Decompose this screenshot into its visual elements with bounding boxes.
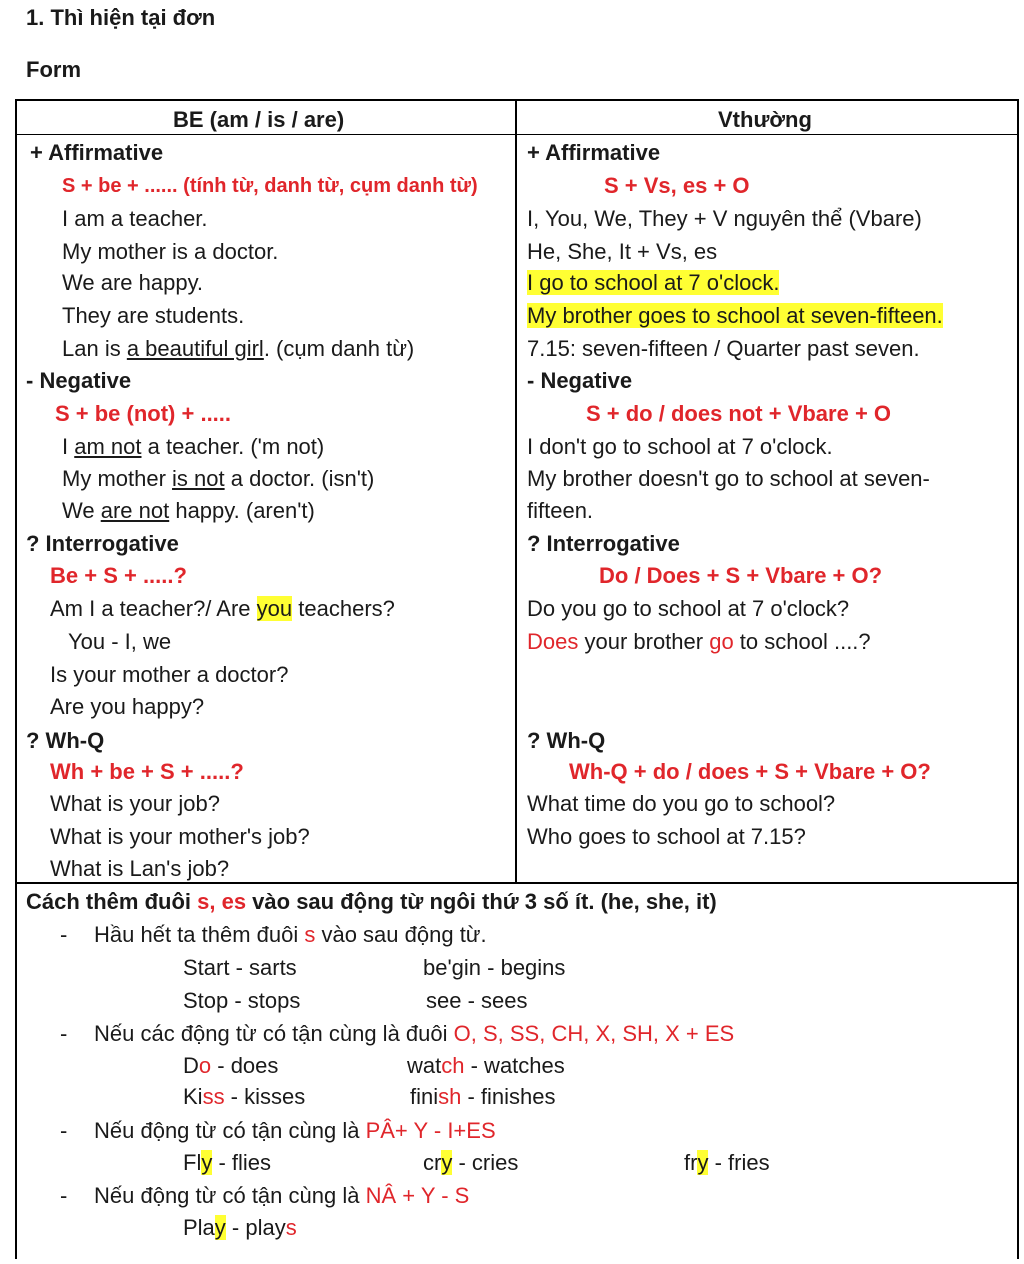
- be-aff-example: Lan is a beautiful girl. (cụm danh từ): [62, 336, 415, 361]
- be-affirmative-formula: S + be + ...... (tính từ, danh từ, cụm danh từ): [62, 175, 478, 197]
- be-negative-title: - Negative: [26, 368, 132, 393]
- be-whq-example: What is your job?: [50, 791, 220, 816]
- rule-1-example: see - sees: [426, 988, 528, 1013]
- be-affirmative-title: + Affirmative: [30, 140, 164, 165]
- rule-4-example: Play - plays: [183, 1215, 297, 1240]
- rule-1-text: Hầu hết ta thêm đuôi s vào sau động từ.: [94, 922, 487, 947]
- rule-2-example: Do - does: [183, 1053, 279, 1078]
- rule-2-example: watch - watches: [407, 1053, 565, 1078]
- be-interrogative-formula: Be + S + .....?: [50, 563, 187, 588]
- table-header-divider: [15, 134, 1019, 135]
- v-whq-example: Who goes to school at 7.15?: [527, 824, 806, 849]
- v-affirmative-title: + Affirmative: [527, 140, 661, 165]
- be-whq-formula: Wh + be + S + .....?: [50, 759, 244, 784]
- rule-bullet: -: [60, 1021, 68, 1046]
- form-label: Form: [26, 57, 81, 82]
- v-neg-example: fifteen.: [527, 498, 594, 523]
- table-border-top: [15, 99, 1019, 101]
- v-negative-title: - Negative: [527, 368, 633, 393]
- v-negative-formula: S + do / does not + Vbare + O: [586, 401, 892, 426]
- be-int-example: Are you happy?: [50, 694, 205, 719]
- be-neg-example: My mother is not a doctor. (isn't): [62, 466, 375, 491]
- be-aff-example: We are happy.: [62, 270, 204, 295]
- v-aff-rule: I, You, We, They + V nguyên thể (Vbare): [527, 206, 922, 231]
- be-aff-example: I am a teacher.: [62, 206, 208, 231]
- v-aff-rule: He, She, It + Vs, es: [527, 239, 718, 264]
- v-interrogative-title: ? Interrogative: [527, 531, 680, 556]
- rule-1-example: Start - sarts: [183, 955, 297, 980]
- table-border-right: [1017, 99, 1019, 1259]
- column-header-vthuong: Vthường: [718, 107, 812, 132]
- be-interrogative-title: ? Interrogative: [26, 531, 179, 556]
- be-whq-title: ? Wh-Q: [26, 728, 105, 753]
- rule-3-example: fry - fries: [684, 1150, 770, 1175]
- v-interrogative-formula: Do / Does + S + Vbare + O?: [599, 563, 883, 588]
- rule-bullet: -: [60, 1183, 68, 1208]
- be-aff-example: My mother is a doctor.: [62, 239, 279, 264]
- v-aff-example: I go to school at 7 o'clock.: [527, 270, 780, 295]
- rule-3-text: Nếu động từ có tận cùng là PÂ+ Y - I+ES: [94, 1118, 496, 1143]
- rule-1-example: Stop - stops: [183, 988, 301, 1013]
- page-title: 1. Thì hiện tại đơn: [26, 5, 216, 30]
- be-int-note: You - I, we: [68, 629, 172, 654]
- be-neg-example: I am not a teacher. ('m not): [62, 434, 325, 459]
- v-whq-title: ? Wh-Q: [527, 728, 606, 753]
- rule-3-example: cry - cries: [423, 1150, 519, 1175]
- rule-bullet: -: [60, 922, 68, 947]
- be-aff-example: They are students.: [62, 303, 245, 328]
- be-neg-example: We are not happy. (aren't): [62, 498, 315, 523]
- be-int-example: Am I a teacher?/ Are you teachers?: [50, 596, 395, 621]
- be-whq-example: What is Lan's job?: [50, 856, 230, 881]
- v-affirmative-formula: S + Vs, es + O: [604, 173, 750, 198]
- v-whq-formula: Wh-Q + do / does + S + Vbare + O?: [569, 759, 931, 784]
- table-border-left: [15, 99, 17, 1259]
- be-whq-example: What is your mother's job?: [50, 824, 310, 849]
- rule-4-text: Nếu động từ có tận cùng là NÂ + Y - S: [94, 1183, 470, 1208]
- rule-1-example: be'gin - begins: [423, 955, 566, 980]
- be-int-example: Is your mother a doctor?: [50, 662, 289, 687]
- v-int-example: Does your brother go to school ....?: [527, 629, 871, 654]
- column-header-be: BE (am / is / are): [173, 107, 345, 132]
- v-whq-example: What time do you go to school?: [527, 791, 836, 816]
- rule-3-example: Fly - flies: [183, 1150, 272, 1175]
- rule-2-example: Kiss - kisses: [183, 1084, 306, 1109]
- v-int-example: Do you go to school at 7 o'clock?: [527, 596, 850, 621]
- v-aff-example: 7.15: seven-fifteen / Quarter past seven.: [527, 336, 920, 361]
- v-neg-example: My brother doesn't go to school at seven-: [527, 466, 930, 491]
- v-aff-example: My brother goes to school at seven-fifteen.: [527, 303, 943, 328]
- rules-title: Cách thêm đuôi s, es vào sau động từ ngôi thứ 3 số ít. (he, she, it): [26, 889, 717, 914]
- be-negative-formula: S + be (not) + .....: [55, 401, 232, 426]
- rule-2-text: Nếu các động từ có tận cùng là đuôi O, S, SS, CH, X, SH, X + ES: [94, 1021, 735, 1046]
- rule-bullet: -: [60, 1118, 68, 1143]
- table-column-divider: [515, 99, 517, 884]
- v-neg-example: I don't go to school at 7 o'clock.: [527, 434, 833, 459]
- rule-2-example: finish - finishes: [410, 1084, 556, 1109]
